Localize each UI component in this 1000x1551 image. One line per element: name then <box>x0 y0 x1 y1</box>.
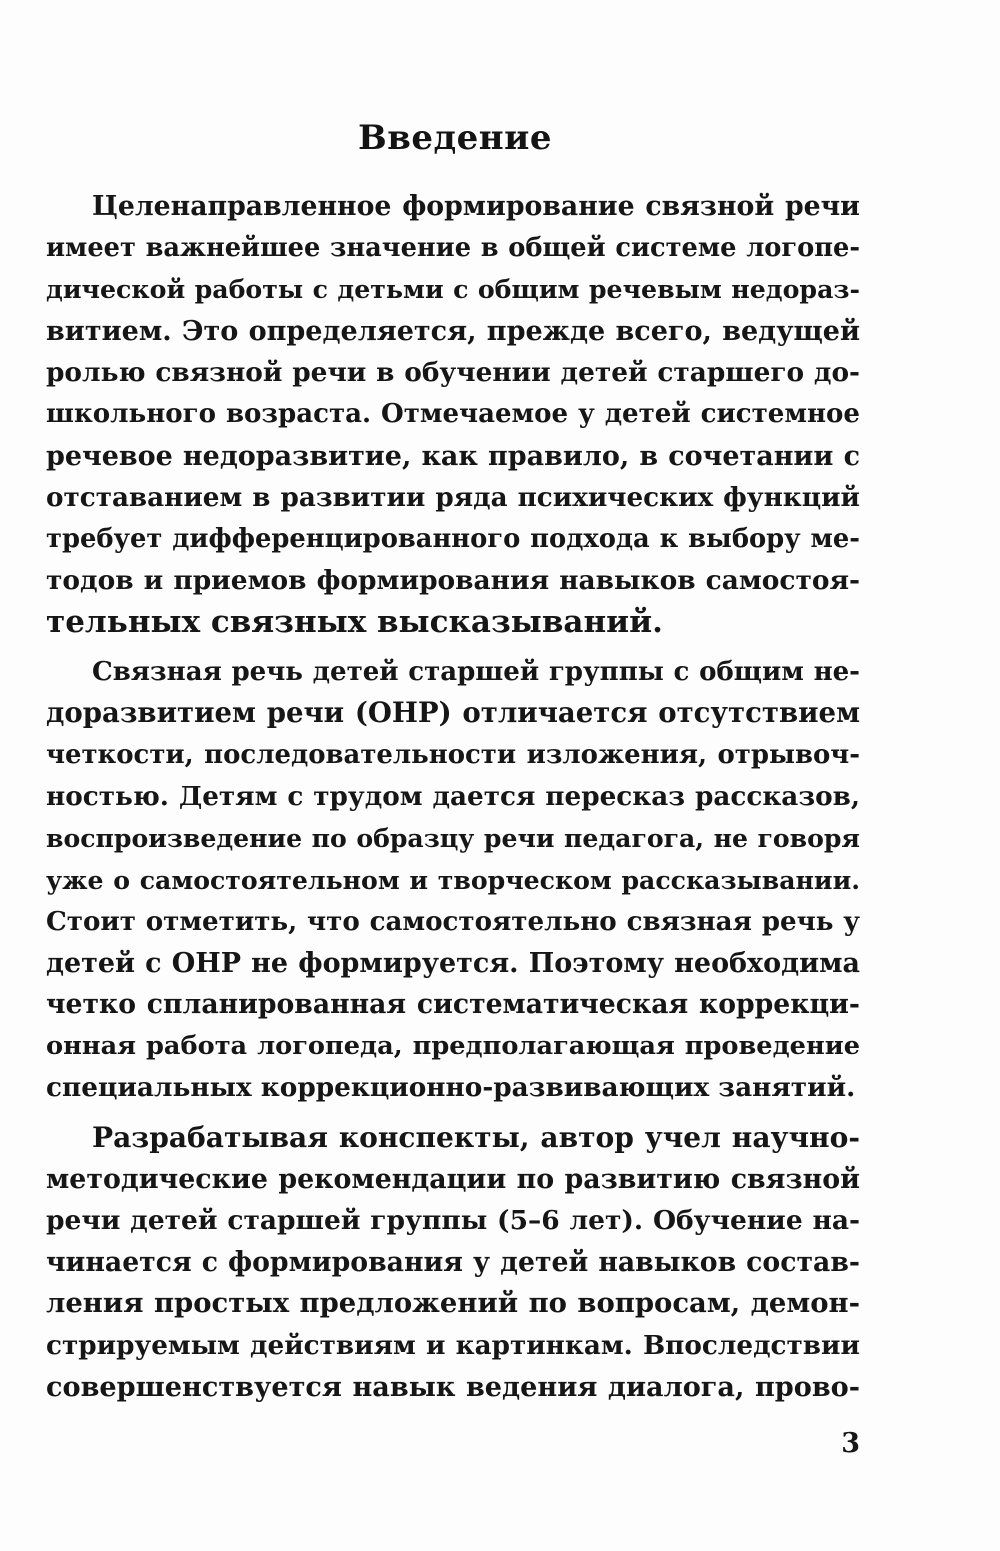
text-line: совершенствуется навык ведения диалога, прово- <box>46 1371 860 1403</box>
text-line: чинается с формирования у детей навыков состав- <box>46 1246 860 1278</box>
text-line: витием. Это определяется, прежде всего, ведущей <box>46 315 860 347</box>
text-line: ления простых предложений по вопросам, демон- <box>46 1287 860 1320</box>
text-line: Разрабатывая конспекты, автор учел научно- <box>92 1121 860 1155</box>
text-line: детей с ОНР не формируется. Поэтому необходима <box>46 947 860 979</box>
text-line: четкости, последовательности изложения, отрывоч- <box>46 739 860 770</box>
text-line: имеет важнейшее значение в общей системе логопе- <box>46 232 860 263</box>
page-number: 3 <box>841 1428 860 1459</box>
text-line: четко спланированная систематическая коррекци- <box>46 989 860 1021</box>
paragraph-1 <box>46 186 860 644</box>
text-line: дической работы с детьми с общим речевым недораз- <box>46 274 860 305</box>
text-line: ностью. Детям с трудом дается пересказ рассказов, <box>46 781 860 813</box>
text-line: воспроизведение по образцу речи педагога, не говоря <box>46 822 860 853</box>
text-line: речи детей старшей группы (5–6 лет). Обучение на- <box>46 1205 860 1237</box>
chapter-heading: Введение <box>357 118 553 158</box>
text-line: отставанием в развитии ряда психических функций <box>46 482 860 514</box>
text-line: доразвитием речи (ОНР) отличается отсутствием <box>46 697 860 730</box>
text-line: тодов и приемов формирования навыков самостоя- <box>46 565 860 597</box>
text-line: школьного возраста. Отмечаемое у детей системное <box>46 398 860 429</box>
text-line: требует дифференцированного подхода к выбору ме- <box>46 523 860 554</box>
text-line: методические рекомендации по развитию связной <box>46 1163 860 1195</box>
body-text <box>46 186 860 1408</box>
text-line: специальных коррекционно-развивающих занятий. <box>46 1072 856 1104</box>
text-line: Связная речь детей старшей группы с общим не- <box>92 656 860 687</box>
text-line: ролью связной речи в обучении детей старшего до- <box>46 357 860 389</box>
text-line: речевое недоразвитие, как правило, в сочетании с <box>46 440 860 472</box>
paragraph-3 <box>46 1117 860 1408</box>
text-line: уже о самостоятельном и творческом рассказывании. <box>46 864 860 895</box>
text-line: онная работа логопеда, предполагающая проведение <box>46 1030 860 1061</box>
paragraph-2 <box>46 652 860 1110</box>
text-line: Стоит отметить, что самостоятельно связная речь у <box>46 906 860 938</box>
text-line: тельных связных высказываний. <box>46 603 663 640</box>
text-line: стрируемым действиям и картинкам. Впоследствии <box>46 1330 860 1362</box>
text-line: Целенаправленное формирование связной речи <box>92 191 860 222</box>
